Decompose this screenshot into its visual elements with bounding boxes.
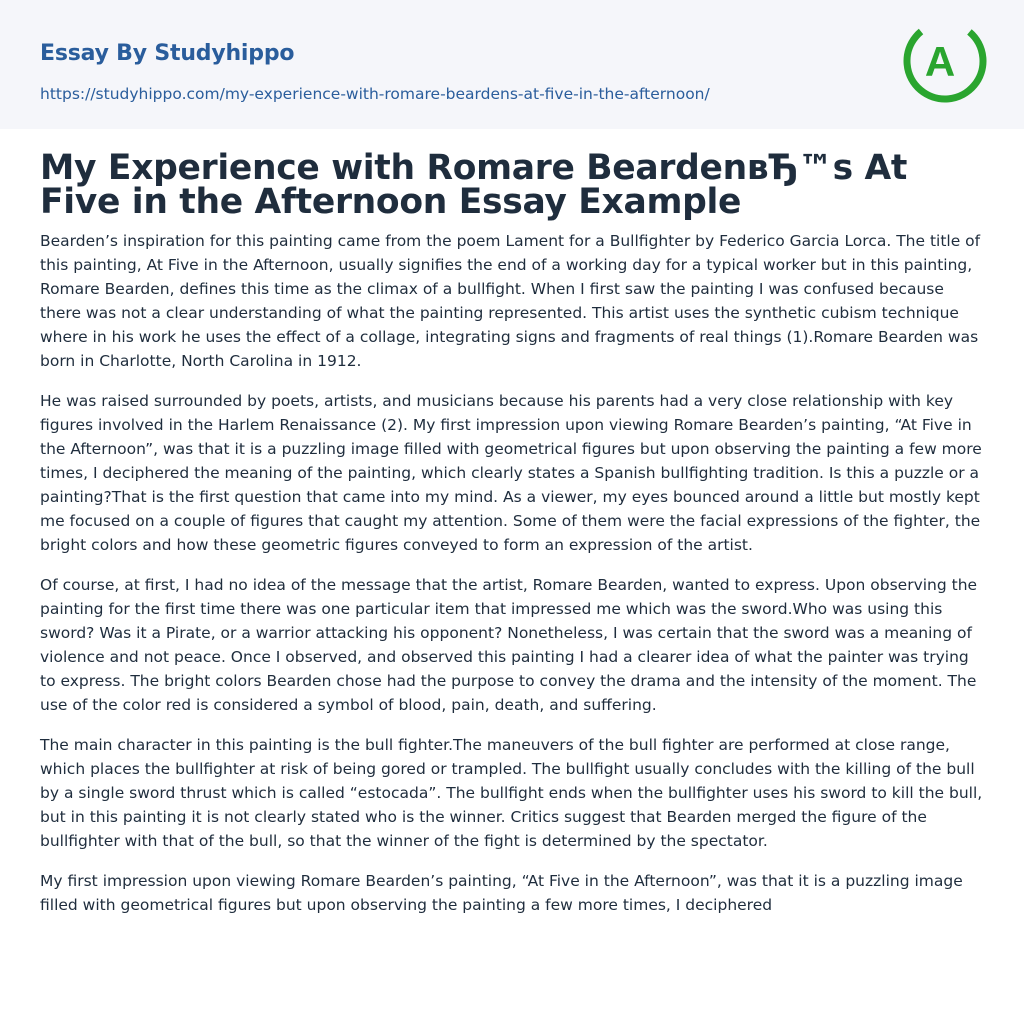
source-url-link[interactable]: https://studyhippo.com/my-experience-with-romare-beardens-at-five-in-the-afternoon/ bbox=[40, 85, 710, 103]
article-paragraph: Bearden’s inspiration for this painting came from the poem Lament for a Bullfighter by Federico Garcia Lorca. The title of this painting, At Five in the Afternoon, usually signifies the end of a working day for a typical worker but in this painting, Romare Bearden, defines this time as the climax of a bullfight. When I first saw the painting I was confused because there was not a clear understanding of what the painting represented. This artist uses the synthetic cubism technique where in his work he uses the effect of a collage, integrating signs and fragments of real things (1).Romare Bearden was born in Charlotte, North Carolina in 1912. bbox=[40, 232, 981, 370]
logo-letter: A bbox=[924, 38, 956, 85]
article-paragraph: The main character in this painting is the bull fighter.The maneuvers of the bull fighter are performed at close range, which places the bullfighter at risk of being gored or trampled. The bullfight usually concludes with the killing of the bull by a single sword thrust which is called “estocada”. The bullfight ends when the bullfighter uses his sword to kill the bull, but in this painting it is not clearly stated who is the winner. Critics suggest that Bearden merged the figure of the bullfighter with that of the bull, so that the winner of the fight is determined by the spectator. bbox=[40, 736, 983, 850]
letter-a-ring-logo-icon[interactable] bbox=[903, 18, 987, 104]
site-brand[interactable]: Essay By Studyhippo bbox=[40, 41, 295, 66]
article-paragraph: He was raised surrounded by poets, artists, and musicians because his parents had a very close relationship with key figures involved in the Harlem Renaissance (2). My first impression upon viewing Romare Bearden’s painting, “At Five in the Afternoon”, was that it is a puzzling image filled with geometrical figures but upon observing the painting a few more times, I deciphered the meaning of the painting, which clearly states a Spanish bullfighting tradition. Is this a puzzle or a painting?That is the first question that came into my mind. As a viewer, my eyes bounced around a little but mostly kept me focused on a couple of figures that caught my attention. Some of them were the facial expressions of the fighter, the bright colors and how these geometric figures conveyed to form an expression of the artist. bbox=[40, 392, 982, 554]
article-paragraph: My first impression upon viewing Romare Bearden’s painting, “At Five in the Afternoon”, was that it is a puzzling image filled with geometrical figures but upon observing the painting a few more times, I deciphered bbox=[40, 872, 963, 914]
article-title: My Experience with Romare BeardenвЂ™s At Five in the Afternoon Essay Example bbox=[40, 148, 908, 222]
article-paragraph: Of course, at first, I had no idea of the message that the artist, Romare Bearden, wanted to express. Upon observing the painting for the first time there was one particular item that impressed me which was the sword.Who was using this sword? Was it a Pirate, or a warrior attacking his opponent? Nonetheless, I was certain that the sword was a meaning of violence and not peace. Once I observed, and observed this painting I had a clearer idea of what the painter was trying to express. The bright colors Bearden chose had the purpose to convey the drama and the intensity of the moment. The use of the color red is considered a symbol of blood, pain, death, and suffering. bbox=[40, 576, 978, 714]
site-header bbox=[0, 0, 1024, 129]
article bbox=[0, 148, 1024, 917]
